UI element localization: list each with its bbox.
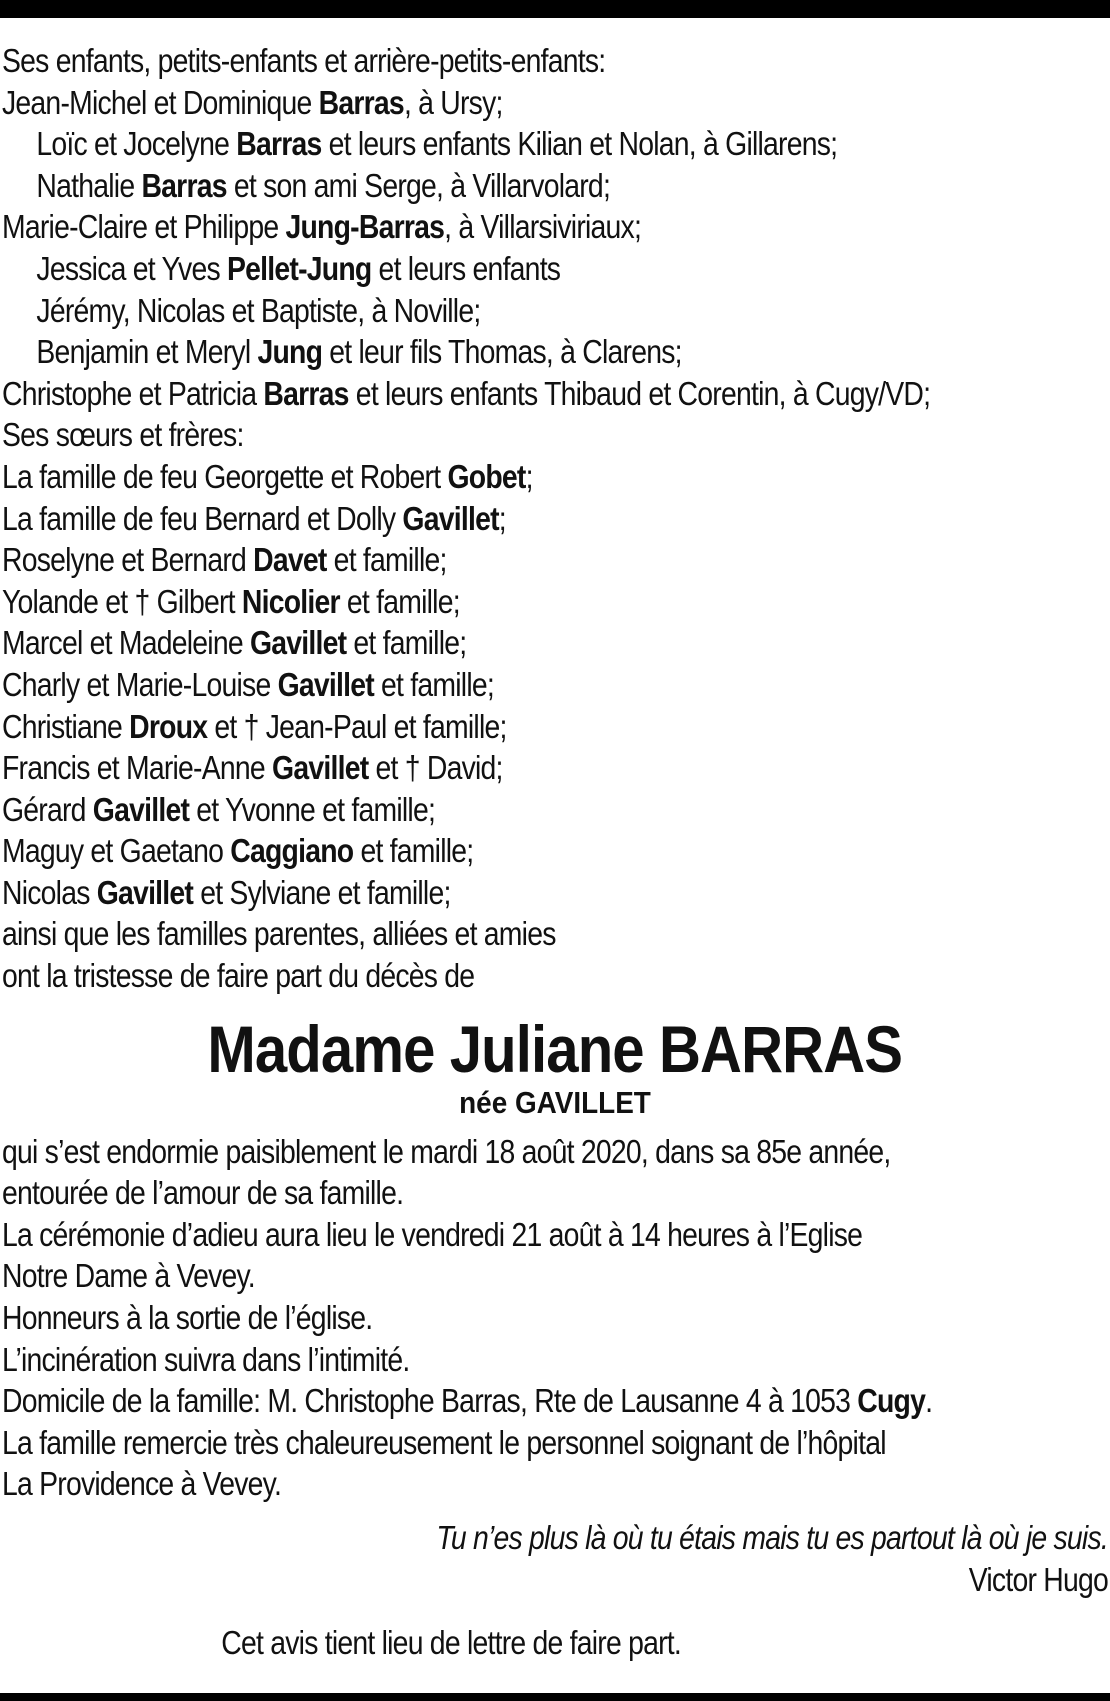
family-line <box>2 747 953 789</box>
family-line <box>2 664 953 706</box>
text-segment: et son ami Serge, à Villarvolard; <box>226 166 611 204</box>
family-line <box>2 331 953 373</box>
family-line <box>2 830 953 872</box>
text-segment: qui s’est endormie paisiblement le mardi 18 août 2020, dans sa 85e année, <box>2 1132 891 1170</box>
text-segment: Gérard <box>2 790 93 828</box>
text-segment: . <box>925 1382 933 1420</box>
surname: Barras <box>141 166 227 204</box>
text-segment: et leurs enfants <box>371 249 561 287</box>
text-segment: et † David; <box>368 749 503 787</box>
text-segment: L’incinération suivra dans l’intimité. <box>2 1340 410 1378</box>
text-segment: et famille; <box>373 665 494 703</box>
text-segment: , à Ursy; <box>403 83 503 121</box>
family-line <box>2 622 953 664</box>
text-segment: et famille; <box>353 832 474 870</box>
detail-line <box>2 1422 953 1464</box>
family-line <box>2 206 953 248</box>
deceased-birth-name: née GAVILLET <box>459 1084 651 1120</box>
text-segment: ont la tristesse de faire part du décès de <box>2 957 475 995</box>
surname: Barras <box>318 83 404 121</box>
text-segment: La famille de feu Georgette et Robert <box>2 457 448 495</box>
family-line <box>2 456 953 498</box>
text-segment: Francis et Marie-Anne <box>2 749 273 787</box>
surname: Droux <box>129 707 208 745</box>
surname: Gavillet <box>96 873 194 911</box>
family-line <box>2 165 953 207</box>
text-segment: La famille de feu Bernard et Dolly <box>2 499 403 537</box>
text-segment: et Sylviane et famille; <box>193 873 451 911</box>
surname: Gavillet <box>92 790 190 828</box>
text-segment: et † Jean-Paul et famille; <box>207 707 507 745</box>
surname: Jung-Barras <box>285 208 445 246</box>
detail-line <box>2 1214 953 1256</box>
quote-text: Tu n’es plus là où tu étais mais tu es partout là où je suis. <box>436 1519 1109 1556</box>
text-segment: Jessica et Yves <box>36 249 227 287</box>
family-line <box>2 498 953 540</box>
family-line <box>2 539 953 581</box>
text-segment: Jean-Michel et Dominique <box>2 83 319 121</box>
bottom-rule <box>0 1693 1110 1701</box>
text-segment: Honneurs à la sortie de l’église. <box>2 1299 373 1337</box>
family-line <box>2 414 953 456</box>
detail-line <box>2 1297 953 1339</box>
text-segment: Nathalie <box>36 166 142 204</box>
top-rule <box>0 0 1110 18</box>
quote-author: Victor Hugo <box>968 1560 1108 1598</box>
text-segment: Yolande et † Gilbert <box>2 582 242 620</box>
family-line <box>2 248 953 290</box>
family-line <box>2 123 953 165</box>
family-list <box>2 40 1108 997</box>
text-segment: Christophe et Patricia <box>2 374 264 412</box>
text-segment: et famille; <box>339 582 460 620</box>
text-segment: Notre Dame à Vevey. <box>2 1257 255 1295</box>
surname: Jung <box>257 333 323 371</box>
family-line <box>2 955 953 997</box>
text-segment: et leurs enfants Kilian et Nolan, à Gillarens; <box>321 125 838 163</box>
deceased-name: Madame Juliane BARRAS <box>207 1011 903 1086</box>
text-segment: Christiane <box>2 707 130 745</box>
surname: Davet <box>253 541 327 579</box>
surname: Barras <box>236 125 322 163</box>
family-line <box>2 789 953 831</box>
text-segment: Domicile de la famille: M. Christophe Barras, Rte de Lausanne 4 à 1053 <box>2 1382 858 1420</box>
surname: Pellet-Jung <box>226 249 372 287</box>
text-segment: La famille remercie très chaleureusement le personnel soignant de l’hôpital <box>2 1423 886 1461</box>
text-segment: Ses sœurs et frères: <box>2 416 244 454</box>
obituary-notice <box>2 40 1108 1664</box>
text-segment: entourée de l’amour de sa famille. <box>2 1174 404 1212</box>
footer-note: Cet avis tient lieu de lettre de faire part. <box>221 1624 682 1662</box>
surname: Gavillet <box>402 499 499 537</box>
text-segment: ; <box>498 499 506 537</box>
surname: Nicolier <box>241 582 340 620</box>
surname: Gavillet <box>249 624 347 662</box>
family-line <box>2 40 953 82</box>
text-segment: et famille; <box>346 624 467 662</box>
text-segment: et leurs enfants Thibaud et Corentin, à Cugy/VD; <box>348 374 931 412</box>
surname: Gobet <box>447 457 526 495</box>
text-segment: Roselyne et Bernard <box>2 541 254 579</box>
text-segment: Ses enfants, petits-enfants et arrière-petits-enfants: <box>2 42 606 79</box>
detail-line <box>2 1255 953 1297</box>
family-line <box>2 706 953 748</box>
detail-line <box>2 1172 953 1214</box>
text-segment: La cérémonie d’adieu aura lieu le vendredi 21 août à 14 heures à l’Eglise <box>2 1215 863 1253</box>
text-segment: Benjamin et Meryl <box>36 333 258 371</box>
detail-line <box>2 1131 953 1173</box>
detail-line <box>2 1463 953 1505</box>
detail-line <box>2 1380 953 1422</box>
family-line <box>2 913 953 955</box>
ceremony-details <box>2 1131 1108 1505</box>
text-segment: Marie-Claire et Philippe <box>2 208 286 246</box>
surname: Caggiano <box>230 832 354 870</box>
surname: Cugy <box>857 1382 926 1420</box>
family-line <box>2 82 953 124</box>
quote-block <box>2 1517 1108 1600</box>
family-line <box>2 581 953 623</box>
text-segment: La Providence à Vevey. <box>2 1465 282 1503</box>
surname: Gavillet <box>277 665 374 703</box>
text-segment: , à Villarsiviriaux; <box>444 208 642 246</box>
family-line <box>2 373 953 415</box>
text-segment: ; <box>525 457 533 495</box>
text-segment: Loïc et Jocelyne <box>36 125 237 163</box>
text-segment: Marcel et Madeleine <box>2 624 250 662</box>
family-line <box>2 872 953 914</box>
text-segment: Nicolas <box>2 873 97 911</box>
text-segment: Maguy et Gaetano <box>2 832 231 870</box>
surname: Barras <box>263 374 349 412</box>
text-segment: Charly et Marie-Louise <box>2 665 278 703</box>
text-segment: ainsi que les familles parentes, alliées et amies <box>2 915 556 953</box>
detail-line <box>2 1339 953 1381</box>
deceased-block <box>2 1013 1108 1121</box>
text-segment: Jérémy, Nicolas et Baptiste, à Noville; <box>36 291 481 329</box>
text-segment: et famille; <box>326 541 447 579</box>
family-line <box>2 290 953 332</box>
text-segment: et Yvonne et famille; <box>189 790 436 828</box>
surname: Gavillet <box>272 749 369 787</box>
text-segment: et leur fils Thomas, à Clarens; <box>322 333 682 371</box>
